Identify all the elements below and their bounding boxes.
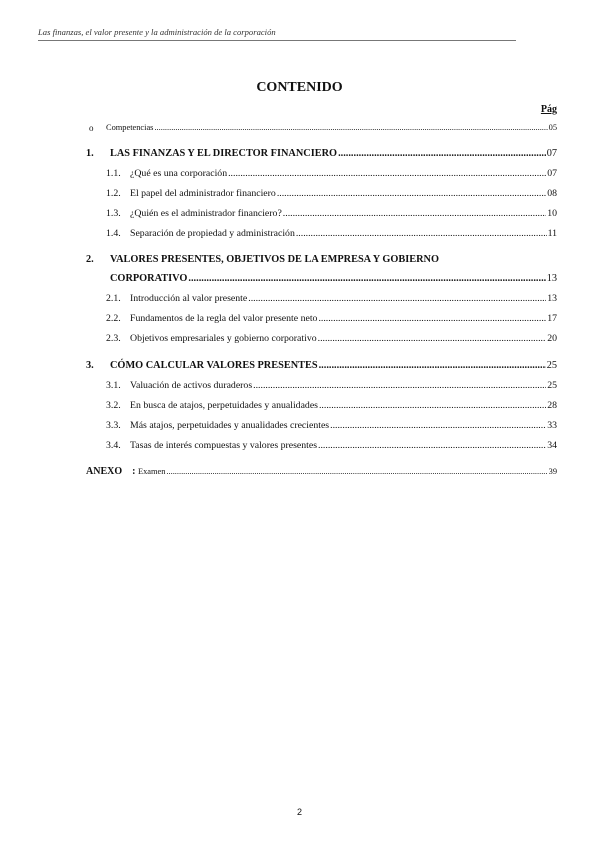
entry-page: 17 [547,313,557,324]
entry-label: Introducción al valor presente [130,293,248,304]
anexo-separator: : [132,466,136,477]
section-label-line1: VALORES PRESENTES, OBJETIVOS DE LA EMPRESA Y GOBIERNO [110,254,439,265]
entry-number: 3.2. [106,400,121,411]
entry-page: 07 [547,168,557,179]
toc-section-3[interactable] [86,360,557,371]
entry-number: 3.1. [106,380,121,391]
entry-label: ¿Qué es una corporación [130,168,228,179]
toc-section-2[interactable] [110,273,557,284]
toc-title: CONTENIDO [256,80,343,95]
dot-leader [318,333,547,344]
toc-entry-1-4[interactable] [106,228,557,239]
dot-leader [248,293,546,304]
anexo-label: ANEXO [86,466,123,477]
dot-leader [338,148,546,159]
entry-page: 33 [547,420,557,431]
toc-entry-3-3[interactable] [106,420,557,431]
toc-section-1[interactable] [86,148,557,159]
toc-entry-3-2[interactable] [106,400,557,411]
section-page: 07 [546,148,557,159]
entry-label: ¿Quién es el administrador financiero? [130,208,282,219]
entry-label: Tasas de interés compuestas y valores presentes [130,440,318,451]
dot-leader [253,380,546,391]
section-label: CÓMO CALCULAR VALORES PRESENTES [110,360,318,371]
toc-entry-3-1[interactable] [106,380,557,391]
entry-page: 28 [547,400,557,411]
dot-leader [228,168,546,179]
running-header: Las finanzas, el valor presente y la administración de la corporación [38,27,276,37]
entry-page: 08 [547,188,557,199]
toc-entry-1-1[interactable] [106,168,557,179]
dot-leader [277,188,546,199]
section-number: 2. [86,254,94,265]
entry-label: Separación de propiedad y administración [130,228,295,239]
section-number: 1. [86,148,94,159]
section-page: 25 [546,360,557,371]
toc-entry-2-3[interactable] [106,333,557,344]
dot-leader [319,400,546,411]
section-label: CORPORATIVO [110,273,188,284]
entry-page: 25 [547,380,557,391]
entry-number: 2.3. [106,333,121,344]
toc-entry-2-1[interactable] [106,293,557,304]
entry-label: En busca de atajos, perpetuidades y anualidades [130,400,318,411]
toc-entry-page: 05 [548,123,557,132]
entry-number: 2.1. [106,293,121,304]
header-rule [38,40,516,41]
entry-label: Más atajos, perpetuidades y anualidades crecientes [130,420,330,431]
entry-label: Objetivos empresariales y gobierno corporativo [130,333,317,344]
entry-label: Fundamentos de la regla del valor presente neto [130,313,318,324]
toc-entry-1-3[interactable] [106,208,557,219]
anexo-item: Examen [137,467,166,476]
entry-label: Valuación de activos duraderos [130,380,253,391]
entry-number: 1.2. [106,188,121,199]
dot-leader [330,420,546,431]
entry-number: 2.2. [106,313,121,324]
dot-leader [188,273,545,284]
toc-entry-2-2[interactable] [106,313,557,324]
entry-number: 1.4. [106,228,121,239]
dot-leader [283,208,546,219]
dot-leader [318,440,546,451]
toc-section-2-line1[interactable] [86,254,557,265]
toc-entry-1-2[interactable] [106,188,557,199]
bullet-icon: o [89,123,94,133]
entry-number: 1.1. [106,168,121,179]
entry-label: El papel del administrador financiero [130,188,276,199]
entry-number: 3.4. [106,440,121,451]
entry-page: 10 [547,208,557,219]
entry-number: 3.3. [106,420,121,431]
entry-page: 11 [547,228,557,239]
page-number: 2 [296,807,302,817]
section-label: LAS FINANZAS Y EL DIRECTOR FINANCIERO [110,148,338,159]
dot-leader [154,123,547,132]
section-page: 13 [546,273,557,284]
toc-entry-competencias[interactable] [106,123,557,132]
dot-leader [166,467,547,476]
entry-number: 1.3. [106,208,121,219]
dot-leader [319,360,546,371]
toc-entry-label: Competencias [106,123,154,132]
section-number: 3. [86,360,94,371]
toc-entry-3-4[interactable] [106,440,557,451]
dot-leader [318,313,546,324]
anexo-page: 39 [548,467,557,476]
entry-page: 13 [547,293,557,304]
dot-leader [296,228,547,239]
toc-entry-anexo[interactable] [86,466,557,477]
entry-page: 34 [547,440,557,451]
entry-page: 20 [547,333,557,344]
page-column-label: Pág [540,104,557,115]
